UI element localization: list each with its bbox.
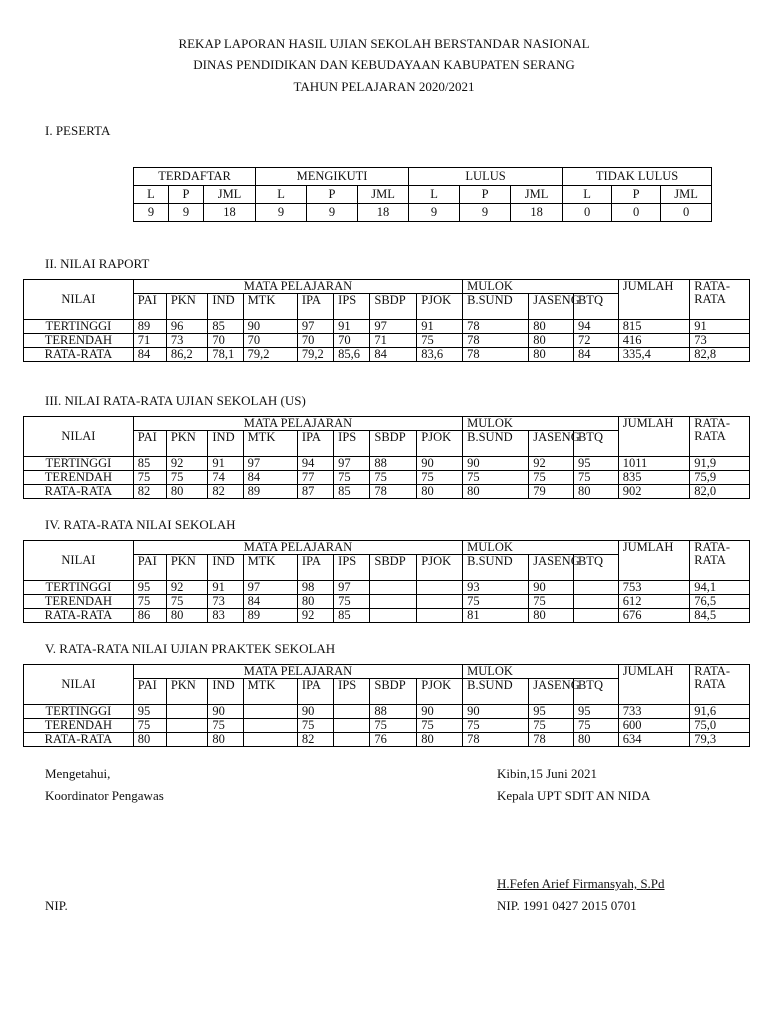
score-cell: 634 xyxy=(618,733,689,747)
jumlah-header: JUMLAH xyxy=(618,280,689,320)
score-cell: 87 xyxy=(297,485,333,499)
jumlah-header: JUMLAH xyxy=(618,665,689,705)
subject-header: B.SUND xyxy=(463,679,529,705)
subject-header: IPA xyxy=(297,679,333,705)
peserta-value-cell: 9 xyxy=(134,204,169,222)
score-cell: 95 xyxy=(133,705,166,719)
subject-header: PAI xyxy=(133,294,166,320)
rata-rata-header: RATA-RATA xyxy=(690,665,750,705)
score-cell: 94 xyxy=(297,457,333,471)
peserta-sub-header: P xyxy=(612,186,661,204)
subject-header: B.SUND xyxy=(463,294,529,320)
score-cell: 88 xyxy=(370,457,417,471)
peserta-value-cell: 18 xyxy=(358,204,409,222)
nilai-us-table xyxy=(23,416,750,499)
score-cell: 85 xyxy=(133,457,166,471)
score-cell: 98 xyxy=(297,581,333,595)
score-cell: 80 xyxy=(529,334,574,348)
score-cell: 78 xyxy=(370,485,417,499)
subject-header: PAI xyxy=(133,431,166,457)
score-cell: 97 xyxy=(243,581,297,595)
score-cell: 902 xyxy=(618,485,689,499)
row-label: RATA-RATA xyxy=(24,348,134,362)
mulok-header: MULOK xyxy=(463,417,619,431)
score-cell: 92 xyxy=(166,457,208,471)
score-cell: 95 xyxy=(529,705,574,719)
table-row xyxy=(24,733,750,747)
peserta-sub-header: L xyxy=(256,186,307,204)
score-cell: 80 xyxy=(417,485,463,499)
score-cell xyxy=(334,733,370,747)
table-row xyxy=(24,581,750,595)
peserta-table xyxy=(133,167,712,222)
score-cell: 78 xyxy=(463,348,529,362)
mata-pelajaran-header: MATA PELAJARAN xyxy=(133,417,462,431)
score-cell: 91 xyxy=(208,457,243,471)
score-cell: 80 xyxy=(297,595,333,609)
score-cell: 70 xyxy=(208,334,243,348)
mata-pelajaran-header: MATA PELAJARAN xyxy=(133,665,462,679)
section-nilai-sekolah-title: IV. RATA-RATA NILAI SEKOLAH xyxy=(45,517,236,532)
score-cell: 90 xyxy=(417,705,463,719)
score-cell: 90 xyxy=(529,581,574,595)
signature-left-role: Koordinator Pengawas xyxy=(45,788,164,803)
table-row xyxy=(24,348,750,362)
rata-rata-header: RATA-RATA xyxy=(690,417,750,457)
score-cell: 97 xyxy=(334,581,370,595)
mata-pelajaran-header: MATA PELAJARAN xyxy=(133,541,462,555)
doc-title-line2: DINAS PENDIDIKAN DAN KEBUDAYAAN KABUPATEN SERANG xyxy=(193,57,575,72)
score-cell xyxy=(166,733,208,747)
score-cell: 94 xyxy=(573,320,618,334)
score-cell: 75 xyxy=(297,719,333,733)
row-label: RATA-RATA xyxy=(24,609,134,623)
score-cell: 85 xyxy=(334,609,370,623)
score-cell: 75 xyxy=(208,719,243,733)
jumlah-header: JUMLAH xyxy=(618,541,689,581)
subject-header: IPS xyxy=(334,431,370,457)
score-cell: 75,9 xyxy=(690,471,750,485)
score-cell: 70 xyxy=(243,334,297,348)
score-cell: 75 xyxy=(573,719,618,733)
subject-header: PKN xyxy=(166,431,208,457)
score-cell: 89 xyxy=(243,609,297,623)
subject-header: PJOK xyxy=(417,679,463,705)
score-cell: 80 xyxy=(208,733,243,747)
score-cell xyxy=(334,705,370,719)
subject-header: PJOK xyxy=(417,555,463,581)
nilai-header: NILAI xyxy=(24,417,134,457)
row-label: TERTINGGI xyxy=(24,705,134,719)
peserta-value-cell: 0 xyxy=(612,204,661,222)
doc-title-line1: REKAP LAPORAN HASIL UJIAN SEKOLAH BERSTANDAR NASIONAL xyxy=(178,36,590,51)
score-cell: 75 xyxy=(370,719,417,733)
score-cell: 612 xyxy=(618,595,689,609)
subject-header: IND xyxy=(208,679,243,705)
subject-header: SBDP xyxy=(370,679,417,705)
score-cell: 70 xyxy=(297,334,333,348)
score-cell: 84,5 xyxy=(690,609,750,623)
subject-header: MTK xyxy=(243,431,297,457)
jumlah-header: JUMLAH xyxy=(618,417,689,457)
score-cell: 85 xyxy=(208,320,243,334)
score-cell: 84 xyxy=(370,348,417,362)
score-cell: 91 xyxy=(690,320,750,334)
score-cell: 81 xyxy=(463,609,529,623)
score-cell: 95 xyxy=(133,581,166,595)
score-cell: 92 xyxy=(166,581,208,595)
score-cell: 75 xyxy=(417,471,463,485)
peserta-value-cell: 18 xyxy=(204,204,256,222)
peserta-value-cell: 9 xyxy=(307,204,358,222)
score-cell: 71 xyxy=(133,334,166,348)
score-cell: 90 xyxy=(243,320,297,334)
subject-header: IND xyxy=(208,431,243,457)
score-cell: 85 xyxy=(334,485,370,499)
rata-rata-header: RATA-RATA xyxy=(690,541,750,581)
score-cell: 1011 xyxy=(618,457,689,471)
score-cell xyxy=(334,719,370,733)
row-label: TERTINGGI xyxy=(24,581,134,595)
subject-header: MTK xyxy=(243,555,297,581)
score-cell: 80 xyxy=(166,485,208,499)
score-cell: 75 xyxy=(133,471,166,485)
subject-header: BTQ xyxy=(573,431,618,457)
score-cell xyxy=(243,719,297,733)
subject-header: IPA xyxy=(297,294,333,320)
subject-header: IPA xyxy=(297,431,333,457)
score-cell xyxy=(417,581,463,595)
subject-header: SBDP xyxy=(370,294,417,320)
score-cell: 74 xyxy=(208,471,243,485)
peserta-sub-header: JML xyxy=(511,186,563,204)
score-cell: 80 xyxy=(166,609,208,623)
signature-right-role: Kepala UPT SDIT AN NIDA xyxy=(497,788,651,803)
score-cell: 77 xyxy=(297,471,333,485)
score-cell: 75 xyxy=(417,719,463,733)
peserta-value-cell: 0 xyxy=(563,204,612,222)
score-cell: 86 xyxy=(133,609,166,623)
table-row xyxy=(24,705,750,719)
score-cell: 335,4 xyxy=(618,348,689,362)
peserta-group-header: TERDAFTAR xyxy=(134,168,256,186)
score-cell: 89 xyxy=(133,320,166,334)
score-cell: 416 xyxy=(618,334,689,348)
score-cell: 88 xyxy=(370,705,417,719)
mulok-header: MULOK xyxy=(463,280,619,294)
score-cell: 75 xyxy=(463,471,529,485)
doc-title-line3: TAHUN PELAJARAN 2020/2021 xyxy=(293,79,475,94)
score-cell: 78 xyxy=(463,334,529,348)
subject-header: JASENG xyxy=(529,679,574,705)
subject-header: IND xyxy=(208,294,243,320)
peserta-sub-header: L xyxy=(409,186,460,204)
section-nilai-raport-title: II. NILAI RAPORT xyxy=(45,256,150,271)
signature-right-nip: NIP. 1991 0427 2015 0701 xyxy=(497,898,637,913)
signature-left-line1: Mengetahui, xyxy=(45,766,111,781)
score-cell: 92 xyxy=(529,457,574,471)
score-cell: 75 xyxy=(133,719,166,733)
score-cell: 96 xyxy=(166,320,208,334)
score-cell: 75 xyxy=(529,595,574,609)
table-row xyxy=(24,457,750,471)
score-cell: 79 xyxy=(529,485,574,499)
score-cell: 733 xyxy=(618,705,689,719)
score-cell: 73 xyxy=(166,334,208,348)
peserta-sub-header: JML xyxy=(358,186,409,204)
subject-header: PKN xyxy=(166,679,208,705)
subject-header: PAI xyxy=(133,555,166,581)
score-cell: 76,5 xyxy=(690,595,750,609)
peserta-value-cell: 18 xyxy=(511,204,563,222)
score-cell: 86,2 xyxy=(166,348,208,362)
score-cell: 75 xyxy=(166,595,208,609)
score-cell: 75,0 xyxy=(690,719,750,733)
score-cell: 84 xyxy=(573,348,618,362)
score-cell: 72 xyxy=(573,334,618,348)
score-cell: 90 xyxy=(208,705,243,719)
row-label: TERTINGGI xyxy=(24,457,134,471)
score-cell: 82 xyxy=(297,733,333,747)
mulok-header: MULOK xyxy=(463,665,619,679)
score-cell: 97 xyxy=(334,457,370,471)
score-cell xyxy=(573,581,618,595)
peserta-value-cell: 0 xyxy=(661,204,712,222)
subject-header: BTQ xyxy=(573,555,618,581)
subject-header: JASENG xyxy=(529,431,574,457)
score-cell: 75 xyxy=(166,471,208,485)
score-cell: 75 xyxy=(133,595,166,609)
score-cell: 82,0 xyxy=(690,485,750,499)
score-cell: 75 xyxy=(529,471,574,485)
score-cell: 78 xyxy=(463,733,529,747)
nilai-praktek-table xyxy=(23,664,750,747)
score-cell: 82 xyxy=(133,485,166,499)
peserta-sub-header: P xyxy=(169,186,204,204)
peserta-sub-header: JML xyxy=(661,186,712,204)
peserta-sub-header: P xyxy=(460,186,511,204)
score-cell xyxy=(370,581,417,595)
row-label: TERENDAH xyxy=(24,595,134,609)
nilai-header: NILAI xyxy=(24,280,134,320)
signature-place-date: Kibin,15 Juni 2021 xyxy=(497,766,598,781)
score-cell: 93 xyxy=(463,581,529,595)
score-cell: 75 xyxy=(370,471,417,485)
score-cell: 815 xyxy=(618,320,689,334)
score-cell: 91 xyxy=(334,320,370,334)
subject-header: PKN xyxy=(166,294,208,320)
subject-header: MTK xyxy=(243,294,297,320)
subject-header: MTK xyxy=(243,679,297,705)
signature-left-nip: NIP. xyxy=(45,898,68,913)
score-cell: 80 xyxy=(417,733,463,747)
nilai-raport-table xyxy=(23,279,750,362)
score-cell xyxy=(417,609,463,623)
score-cell xyxy=(166,719,208,733)
score-cell: 90 xyxy=(463,705,529,719)
score-cell xyxy=(243,705,297,719)
table-row xyxy=(24,320,750,334)
score-cell: 91 xyxy=(208,581,243,595)
score-cell: 70 xyxy=(334,334,370,348)
score-cell: 76 xyxy=(370,733,417,747)
subject-header: IPS xyxy=(334,679,370,705)
score-cell xyxy=(573,609,618,623)
subject-header: IPS xyxy=(334,555,370,581)
nilai-sekolah-table xyxy=(23,540,750,623)
score-cell: 75 xyxy=(573,471,618,485)
score-cell: 90 xyxy=(297,705,333,719)
score-cell: 95 xyxy=(573,457,618,471)
score-cell xyxy=(417,595,463,609)
score-cell: 75 xyxy=(529,719,574,733)
score-cell: 79,3 xyxy=(690,733,750,747)
score-cell: 78,1 xyxy=(208,348,243,362)
score-cell: 95 xyxy=(573,705,618,719)
table-row xyxy=(24,485,750,499)
score-cell: 835 xyxy=(618,471,689,485)
subject-header: B.SUND xyxy=(463,431,529,457)
score-cell: 84 xyxy=(243,595,297,609)
score-cell xyxy=(370,595,417,609)
rata-rata-header: RATA-RATA xyxy=(690,280,750,320)
peserta-sub-header: L xyxy=(563,186,612,204)
score-cell: 75 xyxy=(334,595,370,609)
nilai-header: NILAI xyxy=(24,541,134,581)
score-cell: 84 xyxy=(243,471,297,485)
row-label: RATA-RATA xyxy=(24,485,134,499)
score-cell: 753 xyxy=(618,581,689,595)
subject-header: SBDP xyxy=(370,431,417,457)
peserta-sub-header: P xyxy=(307,186,358,204)
score-cell: 676 xyxy=(618,609,689,623)
score-cell: 91 xyxy=(417,320,463,334)
subject-header: PKN xyxy=(166,555,208,581)
score-cell: 80 xyxy=(529,609,574,623)
score-cell: 78 xyxy=(529,733,574,747)
score-cell: 92 xyxy=(297,609,333,623)
score-cell: 71 xyxy=(370,334,417,348)
table-row xyxy=(24,595,750,609)
score-cell: 73 xyxy=(208,595,243,609)
table-row xyxy=(24,334,750,348)
score-cell xyxy=(243,733,297,747)
score-cell: 75 xyxy=(463,595,529,609)
nilai-header: NILAI xyxy=(24,665,134,705)
subject-header: IND xyxy=(208,555,243,581)
score-cell: 97 xyxy=(370,320,417,334)
score-cell: 80 xyxy=(133,733,166,747)
score-cell: 90 xyxy=(463,457,529,471)
peserta-sub-header: JML xyxy=(204,186,256,204)
subject-header: B.SUND xyxy=(463,555,529,581)
row-label: RATA-RATA xyxy=(24,733,134,747)
subject-header: PJOK xyxy=(417,294,463,320)
score-cell: 600 xyxy=(618,719,689,733)
score-cell: 80 xyxy=(529,320,574,334)
mulok-header: MULOK xyxy=(463,541,619,555)
table-row xyxy=(24,719,750,733)
score-cell: 73 xyxy=(690,334,750,348)
score-cell: 94,1 xyxy=(690,581,750,595)
section-peserta-title: I. PESERTA xyxy=(45,123,111,138)
score-cell: 75 xyxy=(463,719,529,733)
subject-header: SBDP xyxy=(370,555,417,581)
score-cell: 84 xyxy=(133,348,166,362)
peserta-value-cell: 9 xyxy=(409,204,460,222)
score-cell: 83 xyxy=(208,609,243,623)
score-cell: 85,6 xyxy=(334,348,370,362)
score-cell: 79,2 xyxy=(243,348,297,362)
row-label: TERENDAH xyxy=(24,719,134,733)
mata-pelajaran-header: MATA PELAJARAN xyxy=(133,280,462,294)
peserta-group-header: MENGIKUTI xyxy=(256,168,409,186)
row-label: TERENDAH xyxy=(24,471,134,485)
subject-header: JASENG xyxy=(529,294,574,320)
score-cell: 89 xyxy=(243,485,297,499)
score-cell xyxy=(370,609,417,623)
score-cell: 91,6 xyxy=(690,705,750,719)
peserta-value-cell: 9 xyxy=(169,204,204,222)
table-row xyxy=(24,471,750,485)
peserta-sub-header: L xyxy=(134,186,169,204)
peserta-value-cell: 9 xyxy=(256,204,307,222)
peserta-group-header: TIDAK LULUS xyxy=(563,168,712,186)
subject-header: BTQ xyxy=(573,294,618,320)
score-cell: 80 xyxy=(573,733,618,747)
score-cell: 80 xyxy=(463,485,529,499)
score-cell: 80 xyxy=(573,485,618,499)
signature-right-name: H.Fefen Arief Firmansyah, S.Pd xyxy=(497,876,665,891)
subject-header: IPA xyxy=(297,555,333,581)
subject-header: IPS xyxy=(334,294,370,320)
subject-header: PAI xyxy=(133,679,166,705)
score-cell: 75 xyxy=(334,471,370,485)
subject-header: JASENG xyxy=(529,555,574,581)
row-label: TERENDAH xyxy=(24,334,134,348)
score-cell: 83,6 xyxy=(417,348,463,362)
row-label: TERTINGGI xyxy=(24,320,134,334)
score-cell: 90 xyxy=(417,457,463,471)
score-cell: 75 xyxy=(417,334,463,348)
table-row xyxy=(24,609,750,623)
subject-header: PJOK xyxy=(417,431,463,457)
subject-header: BTQ xyxy=(573,679,618,705)
score-cell: 97 xyxy=(297,320,333,334)
section-nilai-us-title: III. NILAI RATA-RATA UJIAN SEKOLAH (US) xyxy=(45,393,306,408)
score-cell: 91,9 xyxy=(690,457,750,471)
peserta-group-header: LULUS xyxy=(409,168,563,186)
score-cell xyxy=(166,705,208,719)
score-cell: 82,8 xyxy=(690,348,750,362)
score-cell: 97 xyxy=(243,457,297,471)
peserta-value-cell: 9 xyxy=(460,204,511,222)
section-nilai-praktek-title: V. RATA-RATA NILAI UJIAN PRAKTEK SEKOLAH xyxy=(45,641,336,656)
score-cell: 79,2 xyxy=(297,348,333,362)
score-cell: 82 xyxy=(208,485,243,499)
score-cell: 80 xyxy=(529,348,574,362)
score-cell: 78 xyxy=(463,320,529,334)
score-cell xyxy=(573,595,618,609)
